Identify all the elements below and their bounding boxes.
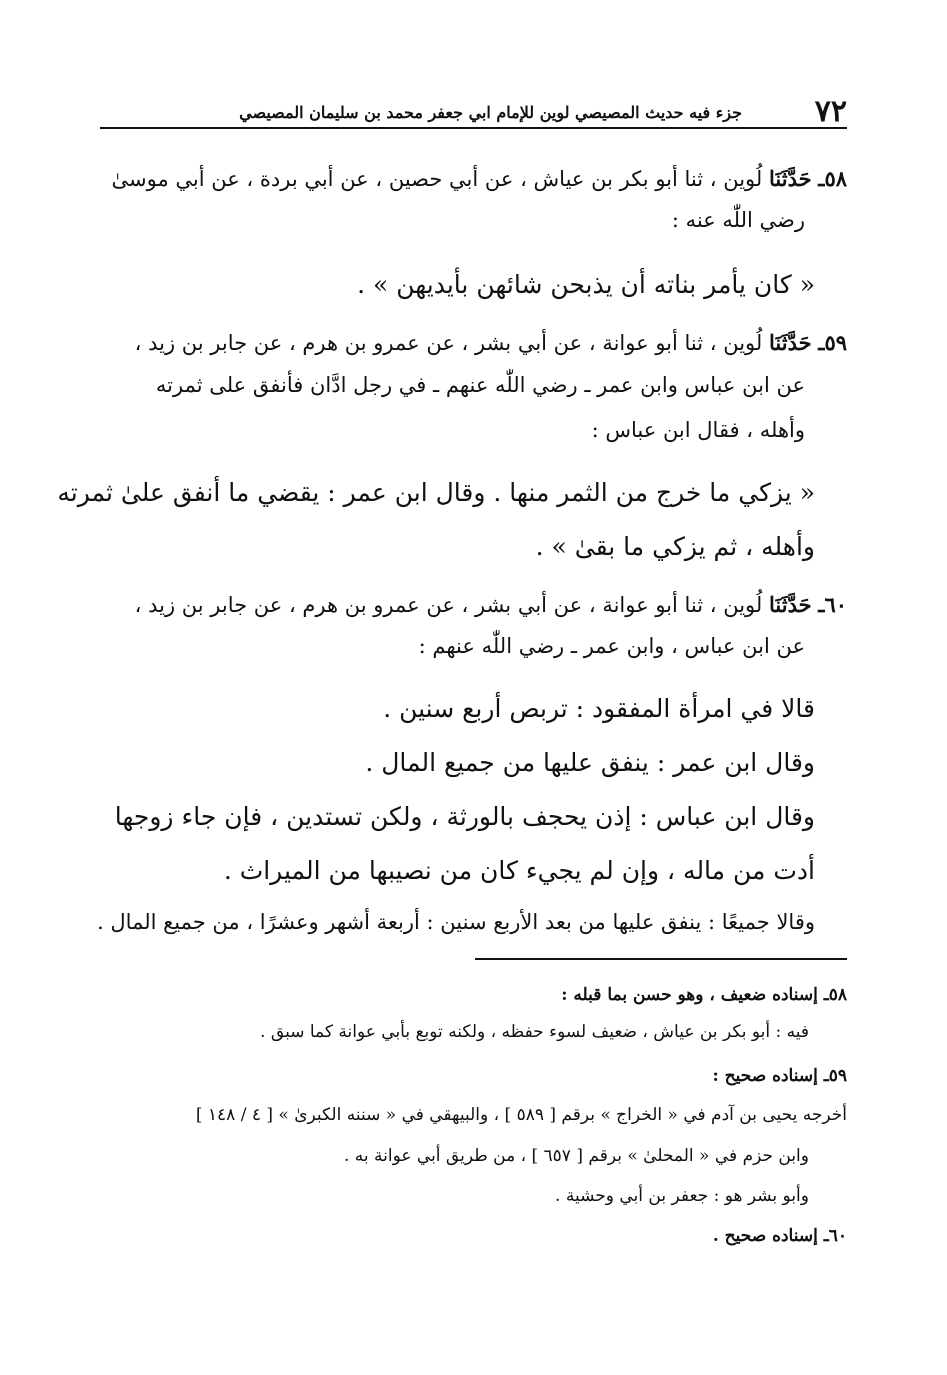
haddathana-label: حَدَّثَنَا <box>769 166 812 191</box>
footnote-separator <box>475 958 847 960</box>
hadith-58-line-1 <box>112 166 848 191</box>
isnad-text: لُوين ، ثنا أبو عوانة ، عن أبي بشر ، عن عمرو بن هرم ، عن جابر بن زيد ، <box>134 593 763 617</box>
isnad-text: لُوين ، ثنا أبو بكر بن عياش ، عن أبي حصين ، عن أبي بردة ، عن أبي موسىٰ <box>111 167 763 191</box>
hadith-60-matn-3: وقال ابن عباس : إذن يحجف بالورثة ، ولكن تستدين ، فإن جاء زوجها <box>114 802 815 831</box>
note-58-line-1: فيه : أبو بكر بن عياش ، ضعيف لسوء حفظه ، ولكنه توبع بأبي عوانة كما سبق . <box>260 1022 809 1042</box>
hadith-60-line-1 <box>135 592 847 617</box>
hadith-59-line-1 <box>135 330 847 355</box>
hadith-60-matn-2: وقال ابن عمر : ينفق عليها من جميع المال . <box>365 748 815 777</box>
hadith-59-line-3: وأهله ، فقال ابن عباس : <box>591 418 805 442</box>
hadith-60-matn-4: أدت من ماله ، وإن لم يجيء كان من نصيبها من الميراث . <box>223 856 815 885</box>
hadith-60-matn-1: قالا في امرأة المفقود : تربص أربع سنين . <box>383 694 815 723</box>
hadith-59-line-2: عن ابن عباس وابن عمر ـ رضي اللّٰه عنهم ـ في رجل ادَّان فأنفق على ثمرته <box>155 373 805 397</box>
note-59-head: ٥٩ـ إسناده صحيح : <box>712 1066 847 1086</box>
hadith-58-matn: « كان يأمر بناته أن يذبحن شائهن بأيديهن » . <box>357 270 815 299</box>
hadith-60-line-2: عن ابن عباس ، وابن عمر ـ رضي اللّٰه عنهم : <box>418 634 805 658</box>
page-header <box>100 96 847 128</box>
hadith-58-line-2: رضي اللّٰه عنه : <box>671 208 805 232</box>
haddathana-label: حَدَّثَنَا <box>769 330 812 355</box>
hadith-60-matn-5: وقالا جميعًا : ينفق عليها من بعد الأربع سنين : أربعة أشهر وعشرًا ، من جميع المال . <box>97 910 815 934</box>
note-59-line-1: أخرجه يحيى بن آدم في « الخراج » برقم [ ٥٨٩ ] ، والبيهقي في « سننه الكبرىٰ » [ ٤ / ١٤٨ ] <box>195 1105 847 1125</box>
hadith-59-matn-2: وأهله ، ثم يزكي ما بقىٰ » . <box>535 532 815 561</box>
hadith-59-number: ٥٩ـ <box>818 330 847 355</box>
note-58-head: ٥٨ـ إسناده ضعيف ، وهو حسن بما قبله : <box>561 985 847 1005</box>
page-number: ٧٢ <box>814 94 847 129</box>
note-59-line-2: وابن حزم في « المحلىٰ » برقم [ ٦٥٧ ] ، من طريق أبي عوانة به . <box>343 1146 809 1166</box>
hadith-58-number: ٥٨ـ <box>818 166 847 191</box>
isnad-text: لُوين ، ثنا أبو عوانة ، عن أبي بشر ، عن عمرو بن هرم ، عن جابر بن زيد ، <box>134 331 763 355</box>
note-60-head: ٦٠ـ إسناده صحيح . <box>712 1226 847 1246</box>
header-rule <box>100 127 847 129</box>
hadith-60-number: ٦٠ـ <box>818 592 847 617</box>
haddathana-label: حَدَّثَنَا <box>769 592 812 617</box>
note-59-line-3: وأبو بشر هو : جعفر بن أبي وحشية . <box>555 1186 809 1206</box>
hadith-59-matn-1: « يزكي ما خرج من الثمر منها . وقال ابن عمر : يقضي ما أنفق علىٰ ثمرته <box>57 478 815 507</box>
running-title: جزء فيه حديث المصيصي لوين للإمام ابي جعفر محمد بن سليمان المصيصي <box>239 103 742 122</box>
